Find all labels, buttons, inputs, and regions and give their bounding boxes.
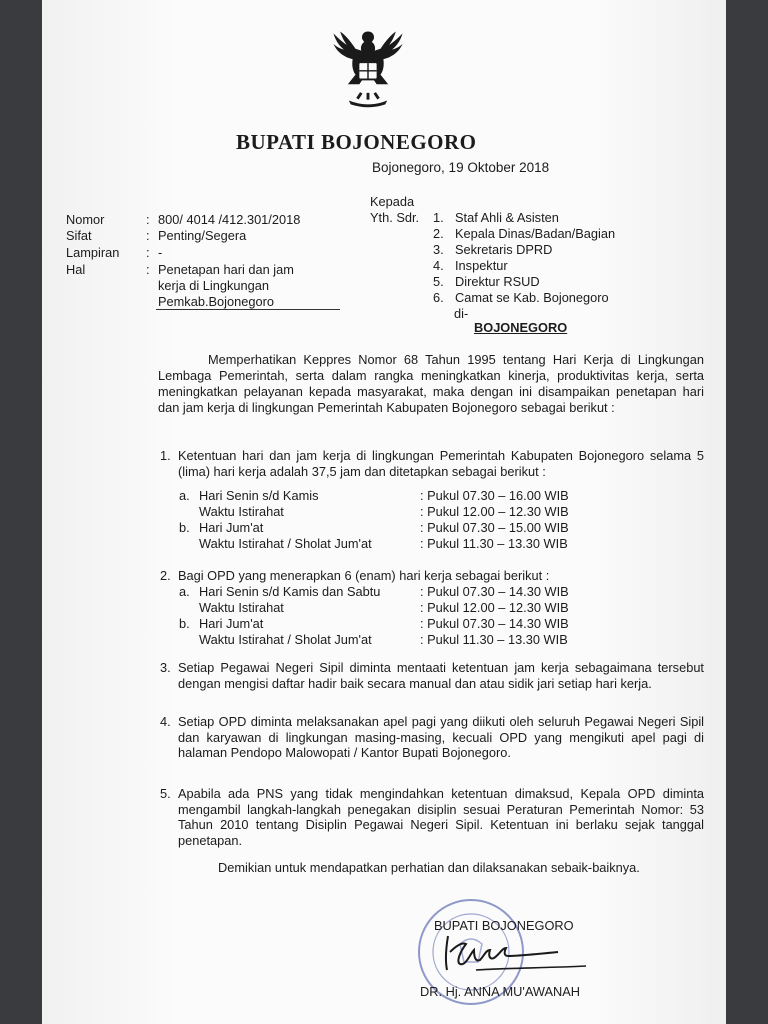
schedule-time: : Pukul 07.30 – 14.30 WIB <box>420 584 569 599</box>
item-number: 3. <box>160 660 171 675</box>
schedule-letter: a. <box>179 488 190 503</box>
recipient-item <box>433 226 615 241</box>
hal-label: Hal <box>66 262 86 277</box>
item-text: Apabila ada PNS yang tidak mengindahkan ketentuan dimaksud, Kepala OPD diminta mengambil langkah-langkah penegakan disiplin sesuai Peraturan Pemerintah Nomor: 53 Tahun 2010 tentang Disiplin Pegawai Negeri Sipil. Ketentuan ini berlaku sejak tanggal penetapan. <box>178 786 704 848</box>
schedule-letter: a. <box>179 584 190 599</box>
lampiran-value: - <box>158 245 163 260</box>
nomor-colon: : <box>146 212 150 227</box>
schedule-time: : Pukul 07.30 – 15.00 WIB <box>420 520 569 535</box>
letterhead-title: BUPATI BOJONEGORO <box>236 130 477 154</box>
recipient-num: 1. <box>433 210 444 225</box>
item-number: 1. <box>160 448 171 463</box>
sifat-label: Sifat <box>66 228 92 243</box>
recipient-name: Staf Ahli & Asisten <box>455 210 559 225</box>
item-number: 2. <box>160 568 171 583</box>
recipient-item <box>433 274 540 289</box>
schedule-label: Waktu Istirahat <box>199 504 284 519</box>
schedule-letter: b. <box>179 616 190 631</box>
schedule-time: : Pukul 07.30 – 16.00 WIB <box>420 488 569 503</box>
kepada-label: Kepada <box>370 194 415 209</box>
list-item <box>160 660 704 691</box>
schedule-time: : Pukul 12.00 – 12.30 WIB <box>420 600 569 615</box>
item-text: Setiap Pegawai Negeri Sipil diminta mentaati ketentuan jam kerja sebagaimana tersebut dengan mengisi daftar hadir baik secara manual dan atau sidik jari setiap hari kerja. <box>178 660 704 691</box>
list-item <box>160 714 704 761</box>
schedule-label: Waktu Istirahat / Sholat Jum'at <box>199 536 372 551</box>
signature-title: BUPATI BOJONEGORO <box>434 918 574 933</box>
hal-colon: : <box>146 262 150 277</box>
hal-line-2: kerja di Lingkungan <box>158 278 269 293</box>
signatory-name: DR. Hj. ANNA MU'AWANAH <box>420 984 581 999</box>
recipient-name: Inspektur <box>455 258 508 273</box>
date-line: Bojonegoro, 19 Oktober 2018 <box>372 160 550 175</box>
recipient-num: 6. <box>433 290 444 305</box>
intro-paragraph <box>158 352 704 416</box>
nomor-label: Nomor <box>66 212 105 227</box>
schedule-label: Waktu Istirahat / Sholat Jum'at <box>199 632 372 647</box>
recipient-item <box>433 242 552 257</box>
recipient-name: Direktur RSUD <box>455 274 540 289</box>
schedule-label: Hari Jum'at <box>199 520 264 535</box>
recipient-num: 4. <box>433 258 444 273</box>
item-text: Bagi OPD yang menerapkan 6 (enam) hari kerja sebagai berikut : <box>178 568 550 583</box>
hal-line-1: Penetapan hari dan jam <box>158 262 294 277</box>
list-item <box>160 448 704 479</box>
schedule-time: : Pukul 07.30 – 14.30 WIB <box>420 616 569 631</box>
schedule-label: Hari Senin s/d Kamis <box>199 488 319 503</box>
schedule-letter: b. <box>179 520 190 535</box>
garuda-emblem-icon <box>320 18 416 114</box>
sifat-value: Penting/Segera <box>158 228 247 243</box>
handwritten-signature-icon <box>436 930 606 976</box>
lampiran-colon: : <box>146 245 150 260</box>
recipient-num: 3. <box>433 242 444 257</box>
nomor-value: 800/ 4014 /412.301/2018 <box>158 212 301 227</box>
lampiran-label: Lampiran <box>66 245 120 260</box>
item-number: 4. <box>160 714 171 729</box>
item-text: Setiap OPD diminta melaksanakan apel pagi yang diikuti oleh seluruh Pegawai Negeri Sipil dan karyawan di lingkungan masing-masing, kecuali OPD yang mengikuti apel pagi di halaman Pendopo Malowopati / Kantor Bupati Bojonegoro. <box>178 714 704 760</box>
schedule-time: : Pukul 11.30 – 13.30 WIB <box>420 536 568 551</box>
schedule-label: Waktu Istirahat <box>199 600 284 615</box>
recipient-num: 5. <box>433 274 444 289</box>
addressee-place: BOJONEGORO <box>474 320 568 335</box>
recipient-name: Kepala Dinas/Badan/Bagian <box>455 226 616 241</box>
recipient-item <box>433 258 508 273</box>
hal-underline <box>156 309 340 310</box>
recipient-name: Camat se Kab. Bojonegoro <box>455 290 609 305</box>
yth-label: Yth. Sdr. <box>370 210 420 225</box>
letter-page <box>42 0 726 1024</box>
list-item <box>160 568 704 584</box>
schedule-label: Hari Senin s/d Kamis dan Sabtu <box>199 584 381 599</box>
intro-text: Memperhatikan Keppres Nomor 68 Tahun 1995 tentang Hari Kerja di Lingkungan Lembaga Pemerintah, serta dalam rangka meningkatkan kinerja, produktivitas kerja, serta meningkatkan pelayanan kepada masyarakat, maka dengan ini disampaikan penetapan hari dan jam kerja di lingkungan Pemerintah Kabupaten Bojonegoro sebagai berikut : <box>158 352 704 415</box>
schedule-label: Hari Jum'at <box>199 616 264 631</box>
recipient-item <box>433 290 609 305</box>
recipient-item <box>433 210 559 225</box>
schedule-time: : Pukul 11.30 – 13.30 WIB <box>420 632 568 647</box>
recipient-num: 2. <box>433 226 444 241</box>
item-text: Ketentuan hari dan jam kerja di lingkungan Pemerintah Kabupaten Bojonegoro selama 5 (lima) hari kerja adalah 37,5 jam dan ditetapkan sebagai berikut : <box>178 448 704 479</box>
schedule-time: : Pukul 12.00 – 12.30 WIB <box>420 504 569 519</box>
closing-text: Demikian untuk mendapatkan perhatian dan dilaksanakan sebaik-baiknya. <box>218 860 640 875</box>
recipient-name: Sekretaris DPRD <box>455 242 553 257</box>
list-item <box>160 786 704 848</box>
hal-line-3: Pemkab.Bojonegoro <box>158 294 274 309</box>
closing-paragraph <box>158 860 704 876</box>
hal-value <box>158 262 338 310</box>
sifat-colon: : <box>146 228 150 243</box>
di-label: di- <box>454 306 469 321</box>
item-number: 5. <box>160 786 171 801</box>
